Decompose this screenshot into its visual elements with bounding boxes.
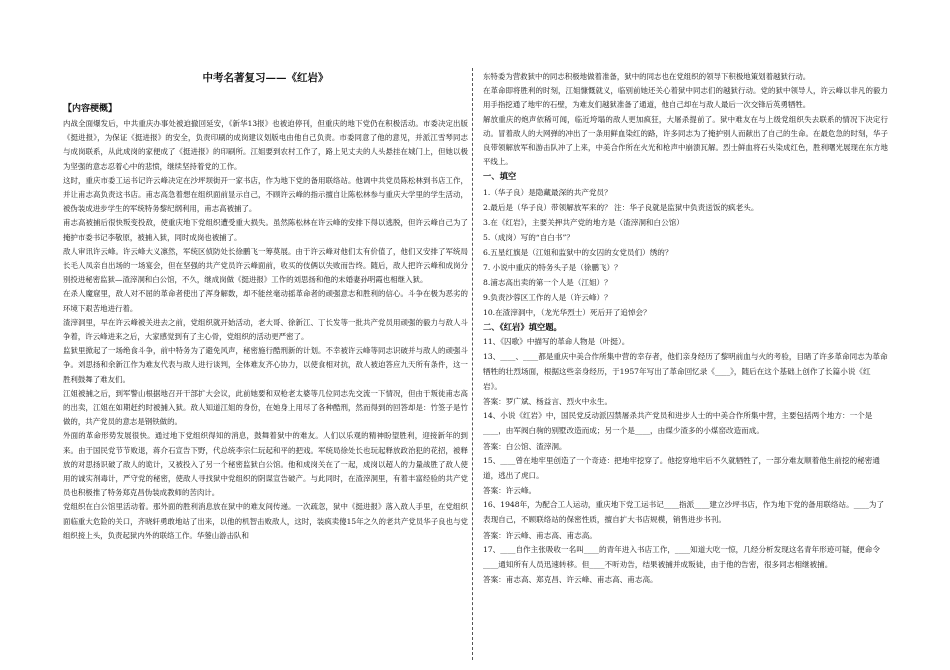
summary-heading: 【内容梗概】	[63, 104, 118, 114]
summary-paragraph: 这时，重庆市委工运书记许云峰决定在沙坪坝街开一家书店，作为地下党的备用联络站。他调中共党员陈松林到书店工作，并让甫志高负责这书店。甫志高急着想在组织面前显示自己，不顾许云峰的指示擅自让陈松林参与重庆大学里的学生活动，被伪装成进步学生的军统特务黎纪纲利用，甫志高被捕了。	[63, 175, 468, 214]
answer-line: 答案：罗广斌、杨益言、烈火中永生。	[483, 397, 613, 407]
summary-paragraph: 监狱里掀起了一场绝食斗争，前中特务为了避免风声，秘密施行酷刑新的计划。不幸被许云峰等同志识破并与敌人的顽强斗争。刘思扬和余新江作为难友代表与敌人进行谈判，全体难友齐心协力，以使食相对抗，敌人被迫答应九天所有条件，这一胜利鼓舞了难友们。	[63, 346, 468, 384]
left-column	[63, 70, 468, 543]
summary-paragraph: 敌人审讯许云峰。许云峰大义凛然，军统区侦防处长徐鹏飞一筹莫展。由于许云峰对他们太有价值了，他们又安排了军统局长毛人凤亲自出场的一场宴会，但在坚强的共产党员许云峰面前，收买的伎俩以失败而告终。随后，敌人把许云峰和成岗分别投进秘密监狱—渣滓洞和白公馆，不久，继成岗做《挺进报》工作的刘思扬和他的未婚妻孙明霞也相继入狱。	[63, 246, 468, 285]
fill-question: 8.浦志高出卖的第一个人是（江姐）？	[483, 278, 612, 288]
summary-paragraph: 江姐被捕之后，到军警山根据地召开干部扩大会议，此前她要和双枪老太婆等几位同志先交流一下情况，但由于叛徒甫志高的出卖，江姐在如期赶约时被捕入狱。敌人知道江姐的身份，在她身上用尽了各种酷刑，然而得到的回答却是：竹签子是竹做的，共产党员的意志是钢铁做的。	[63, 388, 468, 427]
summary-body	[63, 117, 468, 543]
question-answer-list	[483, 335, 888, 587]
question-heading: 二、《红岩》填空题。	[483, 322, 562, 333]
summary-paragraph: 渣滓洞里，早在许云峰被关进去之前，党组织就开始活动，老大哥、徐新江、丁长发等一批共产党员用顽强的毅力与敌人斗争着，许云峰进来之后，大家感觉到有了主心骨，党组织的活动更严密了。	[63, 317, 468, 342]
summary-continued	[483, 70, 888, 169]
document-title: 中考名著复习——《红岩》	[202, 72, 329, 84]
question-item: 11、《囚歌》中描写的革命人物是（叶挺）。	[483, 337, 630, 347]
fill-question: 1.（华子良）是隐藏最深的共产党员？	[483, 187, 612, 197]
fill-question: 6.五星红旗是（江姐和监狱中的女囚的女党员们）绣的？	[483, 247, 673, 257]
column-divider	[472, 68, 473, 660]
question-item: 16、1948年，为配合工人运动，重庆地下党工运书记____指派____建立沙坪书店，作为地下党的备用联络站。____为了表现自己，不顾联络站的保密性质，擅自扩大书店规模，销售进步书刊。	[483, 500, 885, 525]
answer-line: 答案：甫志高、郑克昌、许云峰、甫志高、甫志高。	[483, 575, 658, 585]
summary-paragraph: 甫志高被捕后很快叛变投敌，使重庆地下党组织遭受重大损失。虽然陈松林在许云峰的安排下得以逃脱，但许云峰自己为了掩护市委书记李敬原，被捕入狱，同时成岗也被捕了。	[63, 218, 468, 242]
fill-question: 5.（成岗）写的“自白书”？	[483, 232, 574, 242]
question-item: 17、____自作主张吸收一名叫____的青年进入书店工作，____知道大吃一惊，几经分析发现这名青年形迹可疑，便命令____通知所有人员迅速转移。但____不听劝告，结果被捕并成叛徒，由于他的告密，很多同志相继被捕。	[483, 544, 880, 569]
fill-question: 3.在《红岩》，主要关押共产党的地方是（渣滓洞和白公馆）	[483, 217, 684, 227]
question-item: 13、____、____都是重庆中美合作所集中营的幸存者，他们亲身经历了黎明前血与火的考验，目睹了许多革命同志为革命牺牲的壮烈场面，根据这些亲身经历，于1957年写出了革命回忆录《____》，随后在这个基础上创作了长篇小说《红岩》。	[483, 352, 888, 391]
summary-paragraph: 解放重庆的炮声依稀可闻，临近垮塌的敌人更加疯狂，大屠杀提前了。狱中难友在与上级党组织失去联系的情况下决定行动。冒着敌人的大网弹的冲出了一条用鲜血染红的路，许多同志为了掩护别人而献出了自己的生命。在最危急的时刻，华子良带领解放军和游击队冲了上来，中美合作所在火光和枪声中崩溃瓦解。烈士鲜血将石头染成红色，胜利曙光展现在东方地平线上。	[483, 114, 888, 167]
fill-question: 2.最后是（华子良）带领解放军来的？ 注：华子良就是监狱中负责送饭的疯老头。	[483, 202, 759, 212]
fill-question: 7. 小说中重庆的特务头子是（徐鹏飞）？	[483, 262, 622, 272]
fill-in-list	[483, 185, 888, 321]
summary-paragraph: 东特委为营救狱中的同志积极地做着准备，狱中的同志也在党组织的领导下积极地策划着越狱行动。	[483, 72, 811, 81]
summary-paragraph: 内战全面爆发后，中共重庆办事处被迫撤回延安，《新华13报》也被迫停刊，但重庆的地下党仍在积极活动。市委决定出版《挺进报》，为保证《挺进报》的安全，负责印刷的成岗建议划版电由他自己负责。市委同意了他的意见，并派江雪琴同志与成岗联系，从此成岗的家便成了《挺进报》的印刷所。江姐要到农村工作了，路上见丈夫的人头悬挂在城门上，但她以极为坚强的意志忍着心中的悲愤，继续坚持着党的工作。	[63, 119, 468, 171]
answer-line: 答案：许云峰。	[483, 486, 537, 496]
question-item: 15、____曾在地牢里创造了一个奇迹：把地牢挖穿了。他挖穿地牢后不久就牺牲了，一部分难友顺着他生前挖的秘密通道，逃出了虎口。	[483, 455, 880, 480]
fill-in-heading: 一、填空	[483, 171, 517, 182]
summary-paragraph: 在杀人魔窟里，敌人对不屈的革命者使出了浑身解数，却不能丝毫动摇革命者的顽强意志和胜利的信心。斗争在极为恶劣的环境下艰苦地进行着。	[63, 289, 468, 313]
right-column	[483, 70, 888, 587]
fill-question: 10.在渣滓洞中，（龙光华烈士）死后开了追悼会？	[483, 308, 651, 318]
question-item: 14、小说《红岩》中，国民党反动派囚禁屠杀共产党员和进步人士的中美合作所集中营，主要包括两个地方：一个是____，由军阀白驹的别墅改造而成；另一个是____，由煤少渣多的小煤窑改造而成。	[483, 411, 873, 436]
fill-question: 9.负责沙蓉区工作的人是（许云峰）？	[483, 293, 612, 303]
summary-paragraph: 外面的革命形势发展很快。通过地下党组织得知的消息，鼓舞着狱中的难友。人们以乐观的精神盼望胜利，迎接新年的到来。由于国民党节节败退，蒋介石宣告下野，代总统李宗仁玩起和平的把戏。军统局徐处长也玩起释放政治犯的花招，被释放的对思扬识破了敌人的诡计，又被投入了另一个秘密监狱白公馆。他和成岗关在了一起，成岗以超人的力量战胜了敌人使用的诚实剂毒计，严守党的秘密，使敌人寻找狱中党组织的阴谋宣告破产。与此同时，在渣滓洞里，有着丰富经验的共产党员也积极推了特务郑克昌伪装成教师的苦肉计。	[63, 431, 468, 498]
answer-line: 答案：许云峰、甫志高、甫志高。	[483, 530, 597, 540]
answer-line: 答案：白公馆、渣滓洞。	[483, 441, 567, 451]
summary-paragraph: 党组织在白公馆里活动着。那外面的胜利消息放在狱中的难友间传递。一次疏忽，狱中《挺进报》落入敌人手里，在党组织面临重大危险的关口，齐晓轩勇敢地站了出来，以他的机智击败敌人，这时，装疯卖傻15年之久的老共产党员华子良也与党组织接上头，负责起狱内外的联络工作。华蓥山游击队和	[63, 502, 468, 540]
summary-paragraph: 在革命即将胜利的时刻，江姐慷慨就义，临别前她还关心着狱中同志们的越狱行动。党的狱中领导人，许云峰以非凡的毅力用手指挖通了地牢的石壁，为难友们越狱准备了通道，他自己却在与敌人最后一次交锋后英勇牺牲。	[483, 86, 888, 110]
